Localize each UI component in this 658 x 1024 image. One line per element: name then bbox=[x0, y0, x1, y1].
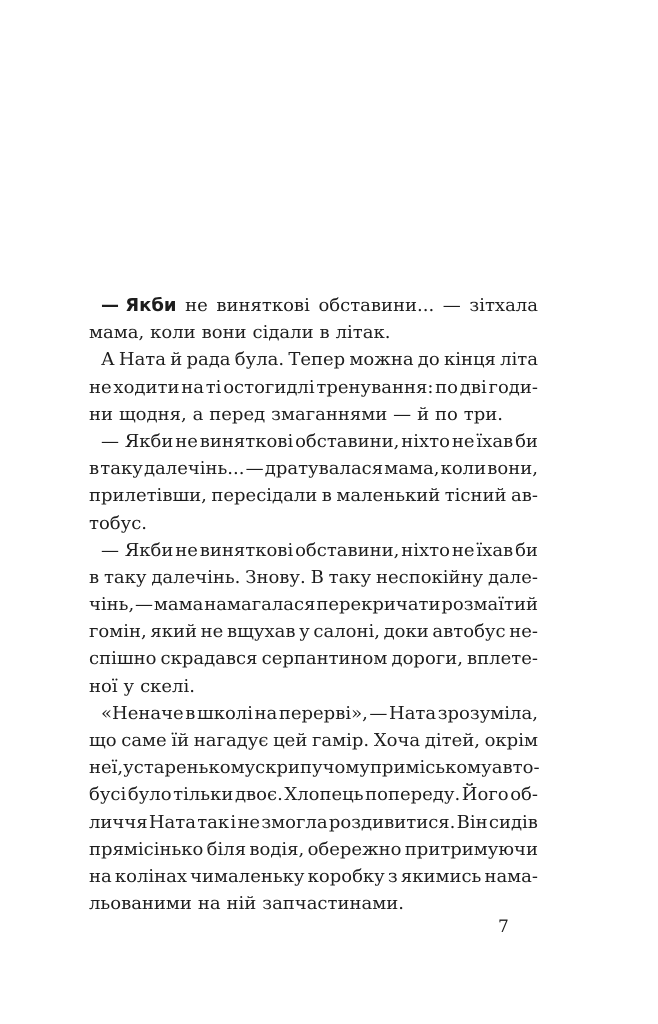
word: таку bbox=[103, 566, 147, 588]
word: Ната bbox=[148, 811, 196, 833]
word: чималеньку bbox=[190, 865, 305, 887]
word: далечінь. bbox=[151, 566, 241, 588]
text-line bbox=[89, 537, 538, 564]
text-line bbox=[89, 809, 538, 836]
word: сидів bbox=[488, 811, 538, 833]
word: ній bbox=[226, 893, 257, 915]
word: окрім bbox=[484, 730, 538, 751]
word: би bbox=[515, 430, 538, 452]
word: обставини, bbox=[295, 430, 400, 452]
word: ав- bbox=[510, 485, 538, 507]
word: три. bbox=[463, 403, 503, 425]
word: обставини... bbox=[318, 295, 435, 316]
word: виняткові bbox=[199, 430, 294, 452]
word: не bbox=[185, 295, 208, 316]
text-line bbox=[89, 836, 538, 863]
word: з bbox=[387, 865, 398, 887]
word: дві bbox=[459, 376, 487, 398]
word: обставини, bbox=[295, 539, 400, 561]
word: розмаїтий bbox=[441, 594, 538, 616]
text-line bbox=[89, 890, 538, 917]
word: Ната bbox=[389, 702, 437, 724]
word: не bbox=[451, 430, 475, 452]
word: так bbox=[197, 811, 230, 833]
word: ніхто bbox=[401, 430, 450, 452]
word: салоні, bbox=[313, 621, 380, 643]
word: не bbox=[175, 539, 198, 561]
word: їхав bbox=[476, 430, 514, 452]
word: скрипучому bbox=[255, 757, 370, 779]
word: не bbox=[237, 811, 261, 833]
word: коли bbox=[440, 458, 487, 480]
word: двоє. bbox=[234, 784, 283, 806]
word: була. bbox=[234, 349, 285, 371]
word: якимись bbox=[400, 865, 482, 887]
word: в bbox=[321, 485, 332, 507]
text-line bbox=[89, 754, 538, 781]
text-line bbox=[89, 482, 538, 509]
word: на bbox=[197, 893, 221, 915]
word: — bbox=[369, 702, 388, 724]
word: би bbox=[515, 539, 538, 561]
word: дратувалася bbox=[264, 458, 384, 480]
word: Хлопець bbox=[284, 784, 364, 806]
word: приміському bbox=[369, 757, 492, 779]
word: на bbox=[89, 865, 112, 887]
word: — Якби bbox=[101, 539, 174, 561]
word: чінь, bbox=[89, 594, 135, 616]
word: змаганнями bbox=[271, 403, 388, 425]
word: годи- bbox=[488, 376, 538, 398]
word: личчя bbox=[89, 811, 148, 833]
word: в bbox=[89, 566, 100, 588]
word: і bbox=[230, 811, 237, 833]
word: нама- bbox=[484, 865, 538, 887]
word: літа bbox=[500, 349, 538, 371]
word: мама, bbox=[89, 322, 145, 344]
word: цей bbox=[273, 730, 308, 751]
word: тільки bbox=[173, 784, 234, 806]
word: ходити bbox=[113, 376, 180, 398]
word: водія, bbox=[249, 838, 305, 860]
word: Тепер bbox=[288, 349, 346, 371]
word: — bbox=[135, 594, 154, 616]
word: не bbox=[451, 539, 475, 561]
word: тобус. bbox=[89, 512, 148, 534]
word: сідали bbox=[252, 322, 314, 344]
word: запчастинами. bbox=[262, 893, 404, 915]
text-line bbox=[89, 428, 538, 455]
word: не bbox=[89, 376, 112, 398]
word: коробку bbox=[307, 865, 385, 887]
word: дітей, bbox=[424, 730, 480, 751]
word: й bbox=[170, 349, 183, 371]
word: Хоча bbox=[373, 730, 421, 751]
text-line bbox=[89, 591, 538, 618]
word: В bbox=[310, 566, 324, 588]
paragraph bbox=[89, 346, 538, 428]
word: до bbox=[417, 349, 440, 371]
word: «Неначе bbox=[101, 702, 184, 724]
text-line bbox=[89, 455, 538, 482]
word: неспокійну bbox=[375, 566, 484, 588]
text-line bbox=[89, 673, 538, 700]
paragraph bbox=[89, 292, 538, 346]
text-line bbox=[89, 401, 538, 428]
word: на bbox=[254, 702, 278, 724]
word: було bbox=[127, 784, 172, 806]
word: таку bbox=[328, 566, 372, 588]
page-number: 7 bbox=[498, 917, 509, 937]
word: доки bbox=[383, 621, 429, 643]
word: по bbox=[435, 403, 458, 425]
word: бусі bbox=[89, 784, 127, 806]
text-line bbox=[89, 292, 538, 319]
word: перерві», bbox=[278, 702, 368, 724]
word: попереду. bbox=[365, 784, 461, 806]
word: тісний bbox=[444, 485, 507, 507]
word: не- bbox=[509, 621, 538, 643]
word: Він bbox=[456, 811, 488, 833]
word: роздивитися. bbox=[328, 811, 456, 833]
word: далечінь... bbox=[143, 458, 245, 480]
word: в bbox=[185, 702, 196, 724]
paragraph bbox=[89, 537, 538, 700]
word: вони bbox=[201, 322, 247, 344]
word: прилетівши, bbox=[89, 485, 207, 507]
word: в bbox=[319, 322, 330, 344]
word: серпантином bbox=[261, 648, 388, 670]
word: Ната bbox=[118, 349, 166, 371]
word: старенькому bbox=[133, 757, 256, 779]
word: не bbox=[200, 621, 224, 643]
word: в bbox=[89, 458, 100, 480]
paragraph bbox=[89, 428, 538, 537]
word: скрадався bbox=[160, 648, 258, 670]
word: й bbox=[417, 403, 430, 425]
word: дале- bbox=[487, 566, 538, 588]
word: авто- bbox=[491, 757, 540, 779]
word: маленький bbox=[336, 485, 441, 507]
word: школі bbox=[196, 702, 253, 724]
word: вони, bbox=[487, 458, 538, 480]
word: не bbox=[175, 430, 198, 452]
word: у bbox=[123, 675, 135, 697]
paragraph bbox=[89, 700, 538, 918]
text-line bbox=[89, 781, 538, 808]
word: у bbox=[299, 621, 310, 643]
word: ті bbox=[205, 376, 222, 398]
text-line bbox=[89, 319, 538, 346]
word: літак. bbox=[335, 322, 391, 344]
word: ніхто bbox=[401, 539, 450, 561]
word: Знову. bbox=[245, 566, 306, 588]
word: зрозуміла, bbox=[437, 702, 538, 724]
word: у bbox=[123, 757, 134, 779]
word: остогидлі bbox=[223, 376, 315, 398]
word: об- bbox=[510, 784, 538, 806]
text-line bbox=[89, 863, 538, 890]
word: їй bbox=[171, 730, 190, 751]
word: вщухав bbox=[226, 621, 296, 643]
word: коли bbox=[150, 322, 196, 344]
word: А bbox=[101, 349, 115, 371]
word: перекричати bbox=[316, 594, 441, 616]
text-line bbox=[89, 510, 538, 537]
word: — Якби bbox=[101, 430, 174, 452]
page-body bbox=[89, 292, 538, 917]
word: тренування: bbox=[316, 376, 434, 398]
text-line bbox=[89, 645, 538, 672]
word: скелі. bbox=[140, 675, 195, 697]
word: рада bbox=[186, 349, 231, 371]
word: льованими bbox=[89, 893, 192, 915]
word: щодня, bbox=[118, 403, 187, 425]
word: кінця bbox=[443, 349, 496, 371]
word: мама bbox=[153, 594, 204, 616]
word: по bbox=[435, 376, 458, 398]
word: а bbox=[192, 403, 204, 425]
word: вплете- bbox=[467, 648, 538, 670]
word: ни bbox=[89, 403, 113, 425]
word: спішно bbox=[89, 648, 157, 670]
word: можна bbox=[349, 349, 414, 371]
word: на bbox=[181, 376, 204, 398]
text-line bbox=[89, 564, 538, 591]
word: саме bbox=[121, 730, 167, 751]
word: змогла bbox=[261, 811, 328, 833]
text-line bbox=[89, 346, 538, 373]
word: Його bbox=[461, 784, 509, 806]
word: автобус bbox=[432, 621, 506, 643]
word: неї, bbox=[89, 757, 124, 779]
word: перед bbox=[209, 403, 266, 425]
word: гамір. bbox=[311, 730, 370, 751]
word: біля bbox=[206, 838, 247, 860]
word: який bbox=[150, 621, 198, 643]
word: — bbox=[393, 403, 412, 425]
word: зітхала bbox=[469, 295, 538, 316]
word: нагадує bbox=[193, 730, 269, 751]
word: виняткові bbox=[199, 539, 294, 561]
text-line bbox=[89, 700, 538, 727]
word: притримуючи bbox=[404, 838, 538, 860]
word: їхав bbox=[476, 539, 514, 561]
bold-word: — Якби bbox=[101, 295, 177, 316]
word: гомін, bbox=[89, 621, 147, 643]
text-line bbox=[89, 374, 538, 401]
word: що bbox=[89, 730, 117, 751]
word: пересідали bbox=[211, 485, 318, 507]
word: колінах bbox=[114, 865, 188, 887]
word: мама, bbox=[384, 458, 440, 480]
word: ної bbox=[89, 675, 118, 697]
word: таку bbox=[100, 458, 143, 480]
word: виняткові bbox=[216, 295, 310, 316]
word: обережно bbox=[307, 838, 402, 860]
word: — bbox=[442, 295, 461, 316]
word: — bbox=[245, 458, 264, 480]
word: намагалася bbox=[204, 594, 316, 616]
text-line bbox=[89, 618, 538, 645]
word: прямісінько bbox=[89, 838, 204, 860]
text-line bbox=[89, 727, 538, 754]
word: дороги, bbox=[391, 648, 463, 670]
